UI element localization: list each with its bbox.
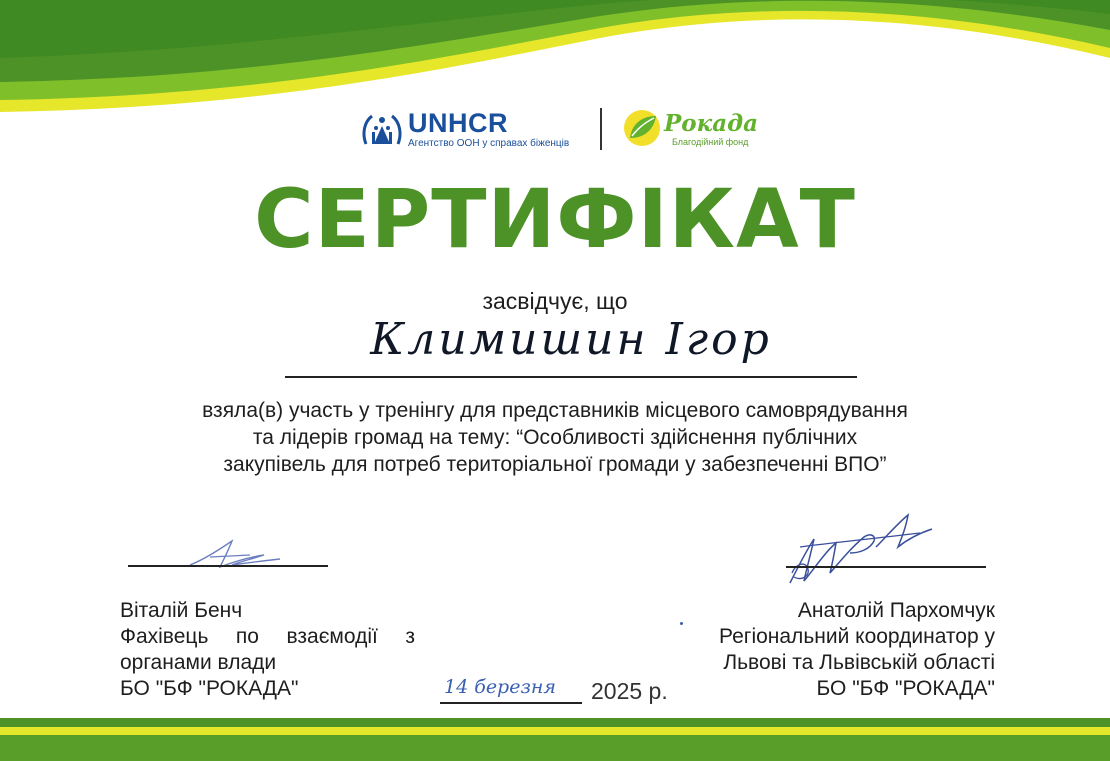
recipient-name: Климишин Ігор	[370, 314, 772, 365]
participation-text	[150, 397, 960, 478]
signer-left-name: Віталій Бенч	[120, 599, 243, 622]
signer-right	[665, 598, 995, 702]
signer-right-role-2: Львові та Львівській області	[723, 651, 995, 674]
ink-dot	[680, 622, 683, 625]
date-year: 2025 р.	[591, 678, 668, 704]
rokada-tagline: Благодійний фонд	[672, 137, 749, 147]
date-handwritten: 14 березня	[444, 676, 556, 698]
signer-right-role-1: Регіональний координатор у	[719, 625, 995, 648]
signature-left-icon	[180, 535, 290, 575]
signer-left-role-1: Фахівець по взаємодії з	[120, 625, 415, 648]
participation-line-3: закупівель для потреб територіальної громади у забезпеченні ВПО”	[223, 453, 887, 476]
unhcr-tagline: Агентство ООН у справах біженців	[408, 138, 570, 149]
signature-left-line	[128, 565, 328, 567]
bottom-band-decoration	[0, 718, 1110, 761]
rokada-leaf-icon	[622, 108, 662, 148]
rokada-name: Рокада	[664, 110, 758, 137]
date-underline	[440, 702, 582, 704]
signer-left-role-2: органами влади	[120, 651, 277, 674]
signer-left-org: БО "БФ "РОКАДА"	[120, 677, 299, 700]
unhcr-name: UNHCR	[408, 108, 508, 138]
signature-right-icon	[780, 507, 950, 587]
participation-line-2: та лідерів громад на тему: “Особливості здійснення публічних	[252, 426, 858, 449]
partner-logos	[360, 104, 760, 154]
logo-divider	[600, 108, 602, 150]
unhcr-emblem-icon	[360, 110, 404, 150]
signer-right-name: Анатолій Пархомчук	[797, 599, 995, 622]
signer-left	[120, 598, 415, 702]
recipient-underline	[285, 376, 857, 378]
certifies-text: засвідчує, що	[482, 288, 628, 314]
signature-right-line	[786, 566, 986, 568]
certificate-title: СЕРТИФІКАТ	[254, 173, 856, 267]
participation-line-1: взяла(в) участь у тренінгу для представників місцевого самоврядування	[202, 399, 908, 422]
signer-right-org: БО "БФ "РОКАДА"	[816, 677, 995, 700]
